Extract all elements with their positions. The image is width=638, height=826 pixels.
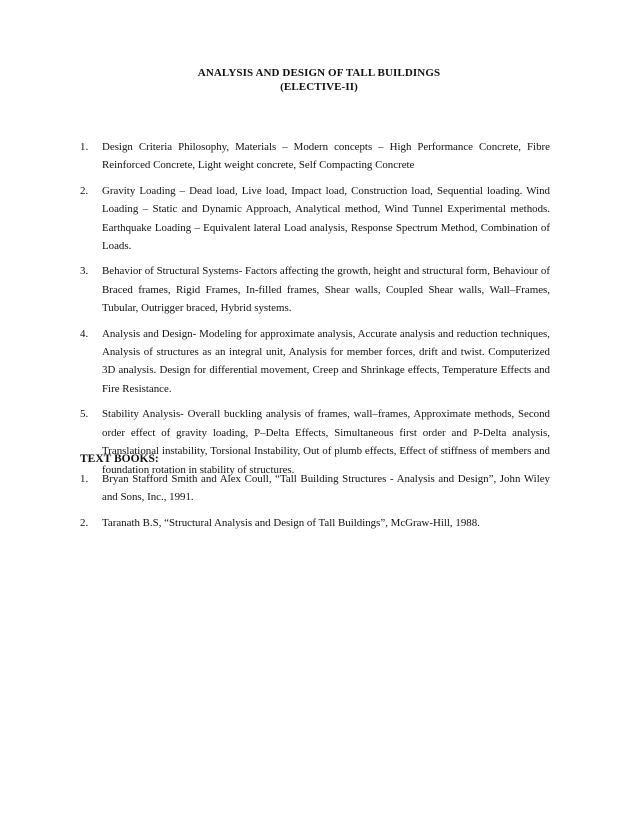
textbook-item [80,514,550,532]
syllabus-item-text: Analysis and Design- Modeling for approximate analysis, Accurate analysis and reduction techniques, Analysis of structures as an integral unit, Analysis for member forces, drift and twist. Computerized 3D analysis. Design for differential movement, Creep and Shrinkage effects, Temperature Effects and Fire Resistance. [102,327,550,395]
textbook-item-text: Taranath B.S, “Structural Analysis and Design of Tall Buildings”, McGraw-Hill, 1988. [102,516,480,529]
textbook-item-number: 1. [80,473,89,485]
textbook-item [80,470,550,507]
syllabus-item [80,405,550,479]
textbooks-heading: TEXT BOOKS: [80,453,159,465]
syllabus-item-number: 2. [80,184,89,197]
syllabus-item-text: Stability Analysis- Overall buckling analysis of frames, wall–frames, Approximate methods, Second order effect of gravity loading, P–Delta Effects, Simultaneous first order and P-Delta analysis, Translational instability, Torsional Instability, Out of plumb effects, Effect of stiffness of members and foundation rotation in stability of structures. [102,408,550,476]
syllabus-item-number: 4. [80,327,89,340]
syllabus-item [80,262,550,317]
syllabus-item-number: 5. [80,408,89,421]
textbooks-list [80,470,550,539]
textbook-item-text: Bryan Stafford Smith and Alex Coull, “Tall Building Structures - Analysis and Design”, John Wiley and Sons, Inc., 1991. [102,473,550,504]
syllabus-list [80,138,550,486]
document-title: ANALYSIS AND DESIGN OF TALL BUILDINGS [197,67,441,79]
syllabus-item-number: 3. [80,265,89,278]
syllabus-item-text: Design Criteria Philosophy, Materials – Modern concepts – High Performance Concrete, Fibre Reinforced Concrete, Light weight concrete, Self Compacting Concrete [102,141,550,172]
document-subtitle: (ELECTIVE-II) [280,81,358,93]
syllabus-item [80,182,550,256]
syllabus-item-number: 1. [80,141,89,153]
syllabus-item [80,325,550,399]
syllabus-item-text: Behavior of Structural Systems- Factors affecting the growth, height and structural form, Behaviour of Braced frames, Rigid Frames, In-filled frames, Shear walls, Coupled Shear walls, Wall–Frames, Tubular, Outrigger braced, Hybrid systems. [102,265,550,315]
textbook-item-number: 2. [80,516,89,529]
syllabus-item [80,138,550,175]
syllabus-item-text: Gravity Loading – Dead load, Live load, Impact load, Construction load, Sequential loading. Wind Loading – Static and Dynamic Approach, Analytical method, Wind Tunnel Experimental methods. Earthquake Loading – Equivalent lateral Load analysis, Response Spectrum Method, Combination of Loads. [102,184,550,253]
